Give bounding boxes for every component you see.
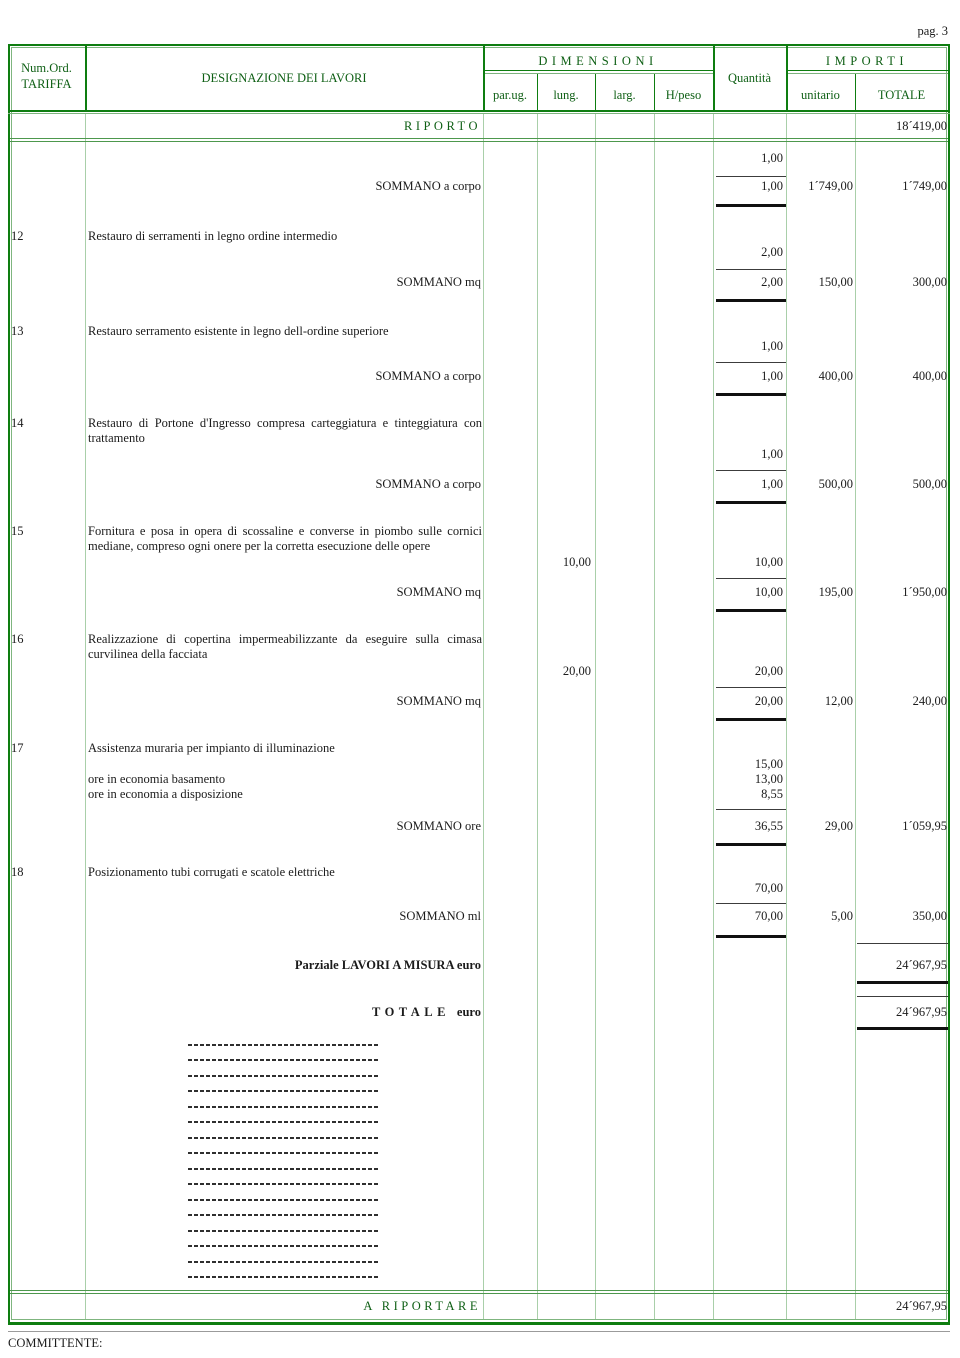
dim-lung-value: 20,00 bbox=[562, 664, 591, 678]
separator-dashes bbox=[188, 1090, 379, 1092]
sommano-qty: 1,00 bbox=[761, 179, 783, 193]
item-desc-line: Restauro di serramenti in legno ordine intermedio bbox=[88, 229, 338, 243]
importi-underline bbox=[788, 70, 948, 71]
item-number: 18 bbox=[11, 865, 24, 879]
separator-dashes bbox=[188, 1152, 379, 1154]
table-border-left bbox=[8, 44, 10, 1325]
sommano-label: SOMMANO mq bbox=[396, 585, 481, 599]
separator-dashes bbox=[188, 1276, 379, 1278]
header-bottom-line-inner bbox=[8, 113, 950, 114]
sum-line-thick bbox=[716, 718, 786, 721]
header-totale: TOTALE bbox=[877, 88, 926, 102]
column-line bbox=[537, 114, 538, 1319]
totale-unit: euro bbox=[456, 1005, 481, 1019]
importi-underline-inner bbox=[788, 73, 948, 74]
sommano-label: SOMMANO mq bbox=[396, 694, 481, 708]
sum-line-thin bbox=[716, 903, 786, 904]
header-lung: lung. bbox=[553, 88, 579, 102]
sub-row-label: ore in economia basamento bbox=[88, 772, 226, 786]
separator-dashes bbox=[188, 1075, 379, 1077]
sommano-label: SOMMANO a corpo bbox=[375, 179, 481, 193]
a-riportare-separator bbox=[10, 1290, 948, 1291]
riporto-separator bbox=[10, 141, 948, 142]
column-line bbox=[654, 114, 655, 1319]
item-desc-line: Restauro di Portone d'Ingresso compresa carteggiatura e tinteggiatura con bbox=[88, 416, 482, 430]
qty-value: 1,00 bbox=[761, 151, 783, 165]
total-line-thick bbox=[857, 1027, 948, 1030]
riporto-total: 18´419,00 bbox=[895, 119, 947, 133]
separator-dashes bbox=[188, 1183, 379, 1185]
qty-value: 70,00 bbox=[754, 881, 783, 895]
parziale-label: Parziale LAVORI A MISURA euro bbox=[294, 958, 481, 972]
sum-line-thin bbox=[716, 362, 786, 363]
header-bottom-line bbox=[8, 110, 950, 112]
sum-line-thick bbox=[716, 843, 786, 846]
sub-row-qty: 13,00 bbox=[754, 772, 783, 786]
separator-dashes bbox=[188, 1121, 379, 1123]
sum-line-thin bbox=[716, 687, 786, 688]
sommano-label: SOMMANO mq bbox=[396, 275, 481, 289]
total-value: 1´749,00 bbox=[902, 179, 947, 193]
item-desc-line: Restauro serramento esistente in legno dell-ordine superiore bbox=[88, 324, 389, 338]
sum-line-thin bbox=[716, 176, 786, 177]
sum-line-thick bbox=[716, 299, 786, 302]
separator-dashes bbox=[188, 1044, 379, 1046]
dimensioni-underline bbox=[485, 70, 713, 71]
separator-dashes bbox=[188, 1245, 379, 1247]
a-riportare-total: 24´967,95 bbox=[895, 1299, 947, 1313]
sum-line-thick bbox=[716, 609, 786, 612]
sum-line-thin bbox=[716, 578, 786, 579]
item-desc-line: Assistenza muraria per impianto di illuminazione bbox=[88, 741, 335, 755]
unit-price: 500,00 bbox=[818, 477, 853, 491]
qty-value: 20,00 bbox=[754, 664, 783, 678]
separator-dashes bbox=[188, 1199, 379, 1201]
sommano-qty: 36,55 bbox=[754, 819, 783, 833]
item-number: 12 bbox=[11, 229, 24, 243]
sub-row-qty: 8,55 bbox=[761, 787, 783, 801]
column-line bbox=[786, 114, 787, 1319]
table-border-top bbox=[8, 44, 950, 46]
sub-row-label: ore in economia a disposizione bbox=[88, 787, 243, 801]
page-edge-line bbox=[8, 1331, 950, 1332]
unit-price: 29,00 bbox=[824, 819, 853, 833]
table-border-top-inner bbox=[11, 47, 947, 48]
separator-dashes bbox=[188, 1137, 379, 1139]
riporto-label: RIPORTO bbox=[403, 119, 481, 133]
total-line-thick bbox=[857, 981, 948, 984]
total-value: 1´059,95 bbox=[902, 819, 947, 833]
qty-value: 15,00 bbox=[754, 757, 783, 771]
qty-value: 10,00 bbox=[754, 555, 783, 569]
sum-line-thin bbox=[716, 470, 786, 471]
sommano-qty: 70,00 bbox=[754, 909, 783, 923]
table-border-right-inner bbox=[946, 47, 947, 1319]
column-line bbox=[85, 114, 86, 1319]
sommano-qty: 1,00 bbox=[761, 477, 783, 491]
committente-label: COMMITTENTE: bbox=[8, 1336, 103, 1350]
separator-dashes bbox=[188, 1214, 379, 1216]
sommano-qty: 1,00 bbox=[761, 369, 783, 383]
riporto-separator bbox=[10, 138, 948, 139]
table-border-bottom-inner bbox=[11, 1319, 947, 1320]
column-line bbox=[713, 114, 714, 1319]
sommano-label: SOMMANO ml bbox=[399, 909, 481, 923]
sum-line-thick bbox=[716, 501, 786, 504]
totale-word: TOTALE bbox=[371, 1005, 450, 1019]
page-number: pag. 3 bbox=[917, 24, 948, 38]
item-number: 13 bbox=[11, 324, 24, 338]
header-quantita: Quantità bbox=[727, 71, 772, 85]
header-larg: larg. bbox=[613, 88, 636, 102]
item-desc-line: trattamento bbox=[88, 431, 145, 445]
a-riportare-separator bbox=[10, 1293, 948, 1294]
header-unitario: unitario bbox=[801, 88, 840, 102]
totale-value: 24´967,95 bbox=[895, 1005, 947, 1019]
qty-value: 1,00 bbox=[761, 339, 783, 353]
header-par-ug: par.ug. bbox=[492, 88, 528, 102]
unit-price: 12,00 bbox=[824, 694, 853, 708]
header-tariffa: TARIFFA bbox=[21, 77, 72, 91]
sum-line-thick bbox=[716, 935, 786, 938]
unit-price: 1´749,00 bbox=[808, 179, 853, 193]
sum-line-thick bbox=[716, 204, 786, 207]
item-desc-line: mediane, compreso ogni onere per la corretta esecuzione delle opere bbox=[88, 539, 431, 553]
parziale-value: 24´967,95 bbox=[895, 958, 947, 972]
column-line bbox=[483, 114, 484, 1319]
item-desc-line: curvilinea della facciata bbox=[88, 647, 208, 661]
header-importi: IMPORTI bbox=[825, 54, 909, 68]
header-designazione: DESIGNAZIONE DEI LAVORI bbox=[201, 71, 367, 85]
unit-price: 400,00 bbox=[818, 369, 853, 383]
dim-lung-value: 10,00 bbox=[562, 555, 591, 569]
totale-label bbox=[372, 1005, 481, 1020]
sommano-qty: 20,00 bbox=[754, 694, 783, 708]
item-number: 14 bbox=[11, 416, 24, 430]
sommano-qty: 2,00 bbox=[761, 275, 783, 289]
header-num-ord: Num.Ord. bbox=[21, 61, 72, 75]
sommano-label: SOMMANO a corpo bbox=[375, 477, 481, 491]
total-value: 500,00 bbox=[912, 477, 947, 491]
sum-line-thin bbox=[716, 809, 786, 810]
item-number: 17 bbox=[11, 741, 24, 755]
sommano-qty: 10,00 bbox=[754, 585, 783, 599]
total-line-thin bbox=[857, 943, 948, 944]
total-value: 350,00 bbox=[912, 909, 947, 923]
sum-line-thin bbox=[716, 269, 786, 270]
table-border-right bbox=[948, 44, 950, 1325]
item-desc-line: Fornitura e posa in opera di scossaline e converse in piombo sulle cornici bbox=[88, 524, 482, 538]
unit-price: 5,00 bbox=[831, 909, 853, 923]
sommano-label: SOMMANO a corpo bbox=[375, 369, 481, 383]
sommano-label: SOMMANO ore bbox=[396, 819, 481, 833]
total-value: 240,00 bbox=[912, 694, 947, 708]
total-value: 400,00 bbox=[912, 369, 947, 383]
sum-line-thick bbox=[716, 393, 786, 396]
total-value: 1´950,00 bbox=[902, 585, 947, 599]
item-desc-line: Realizzazione di copertina impermeabilizzante da eseguire sulla cimasa bbox=[88, 632, 482, 646]
qty-value: 2,00 bbox=[761, 245, 783, 259]
separator-dashes bbox=[188, 1059, 379, 1061]
dimensioni-underline-inner bbox=[485, 73, 713, 74]
column-line bbox=[855, 114, 856, 1319]
header-h-peso: H/peso bbox=[665, 88, 702, 102]
table-border-bottom bbox=[8, 1322, 950, 1325]
qty-value: 1,00 bbox=[761, 447, 783, 461]
separator-dashes bbox=[188, 1261, 379, 1263]
header-dimensioni: DIMENSIONI bbox=[538, 54, 658, 68]
item-number: 15 bbox=[11, 524, 24, 538]
separator-dashes bbox=[188, 1230, 379, 1232]
unit-price: 195,00 bbox=[818, 585, 853, 599]
column-line bbox=[595, 114, 596, 1319]
a-riportare-label: A RIPORTARE bbox=[363, 1299, 481, 1313]
total-line-thin bbox=[857, 996, 948, 997]
item-number: 16 bbox=[11, 632, 24, 646]
separator-dashes bbox=[188, 1106, 379, 1108]
total-value: 300,00 bbox=[912, 275, 947, 289]
separator-dashes bbox=[188, 1168, 379, 1170]
unit-price: 150,00 bbox=[818, 275, 853, 289]
item-desc-line: Posizionamento tubi corrugati e scatole elettriche bbox=[88, 865, 335, 879]
